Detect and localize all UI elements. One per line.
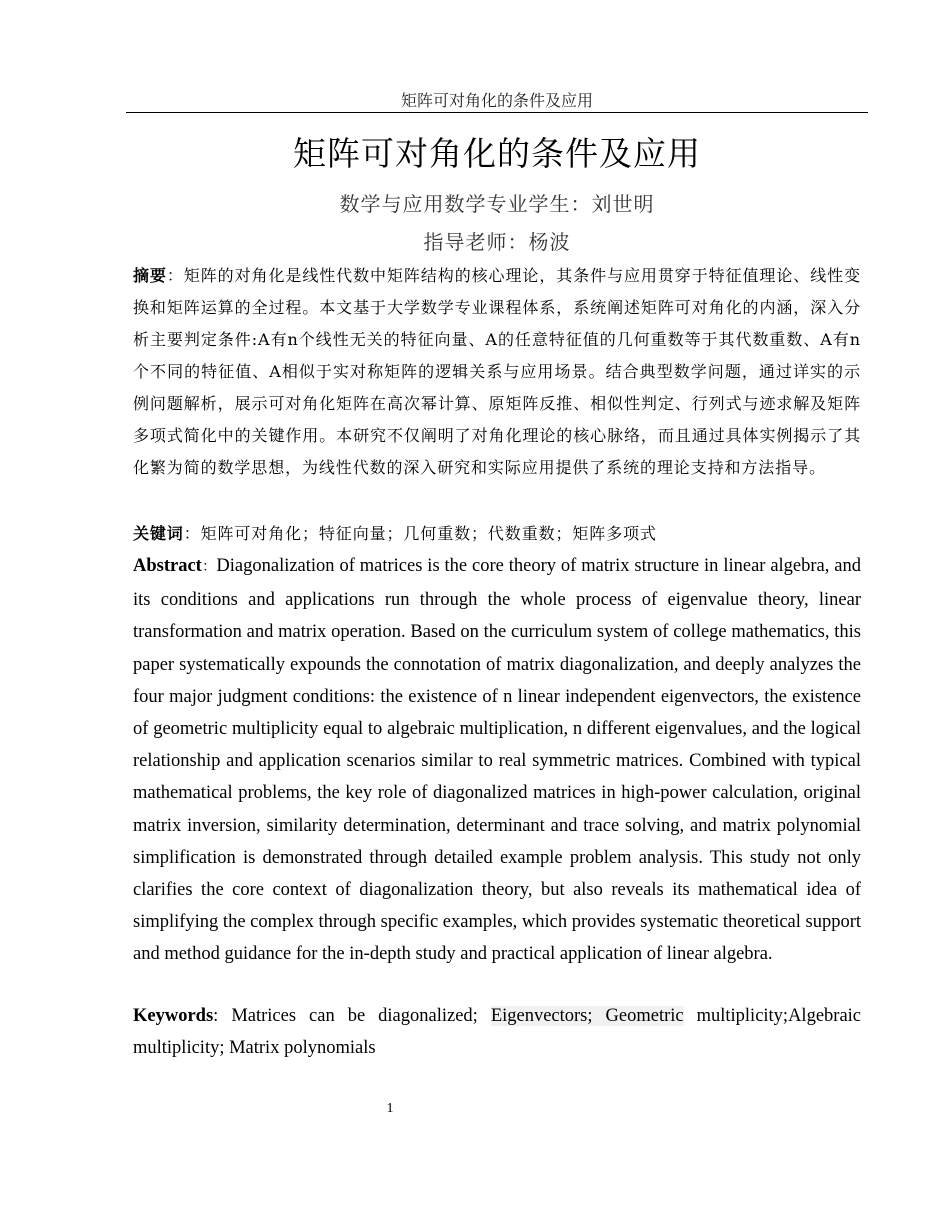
paper-title: 矩阵可对角化的条件及应用: [293, 134, 701, 173]
advisor-line: 指导老师：杨波: [423, 230, 571, 254]
running-header: 矩阵可对角化的条件及应用: [400, 91, 593, 110]
chinese-keywords-separator: ：: [183, 524, 201, 543]
english-keywords-part1: Matrices can be diagonalized;: [231, 1006, 491, 1026]
english-keywords-separator: :: [213, 1006, 232, 1026]
english-keywords-label: Keywords: [133, 1006, 214, 1026]
english-abstract-label: Abstract: [133, 556, 202, 576]
english-keywords-highlighted: Eigenvectors; Geometric: [490, 1006, 684, 1026]
header-rule: [126, 112, 868, 113]
chinese-keywords-text: 矩阵可对角化；特征向量；几何重数；代数重数；矩阵多项式: [200, 524, 657, 543]
author-line: 数学与应用数学专业学生：刘世明: [339, 192, 655, 216]
chinese-abstract: [133, 260, 861, 484]
chinese-abstract-label: 摘要: [133, 266, 167, 285]
chinese-abstract-text: 矩阵的对角化是线性代数中矩阵结构的核心理论，其条件与应用贯穿于特征值理论、线性变换和矩阵运算的全过程。本文基于大学数学专业课程体系，系统阐述矩阵可对角化的内涵，深入分析主要判定条件:A有n个线性无关的特征向量、A的任意特征值的几何重数等于其代数重数、A有n个不同的特征值、A相似于实对称矩阵的逻辑关系与应用场景。结合典型数学问题，通过详实的示例问题解析，展示可对角化矩阵在高次幂计算、原矩阵反推、相似性判定、行列式与迹求解及矩阵多项式简化中的关键作用。本研究不仅阐明了对角化理论的核心脉络，而且通过具体实例揭示了其化繁为简的数学思想，为线性代数的深入研究和实际应用提供了系统的理论支持和方法指导。: [133, 266, 861, 477]
english-keywords-part3: multiplicity;Algebraic multiplicity; Matrix polynomials: [133, 1006, 862, 1059]
page-number: 1: [386, 1101, 394, 1116]
english-abstract: [133, 550, 861, 971]
chinese-keywords-label: 关键词: [133, 524, 184, 543]
english-abstract-separator: ：: [201, 560, 217, 575]
english-abstract-text: Diagonalization of matrices is the core theory of matrix structure in linear algebra, and its conditions and applications run through the whole process of eigenvalue theory, linear transformation and matrix operation. Based on the curriculum system of college mathematics, this paper systematically expounds the connotation of matrix diagonalization, and deeply analyzes the four major judgment conditions: the existence of n linear independent eigenvectors, the existence of geometric multiplicity equal to algebraic multiplication, n different eigenvalues, and the logical relationship and application scenarios similar to real symmetric matrices. Combined with typical mathematical problems, the key role of diagonalized matrices in high-power calculation, original matrix inversion, similarity determination, determinant and trace solving, and matrix polynomial simplification is demonstrated through detailed example problem analysis. This study not only clarifies the core context of diagonalization theory, but also reveals its mathematical idea of simplifying the complex through specific examples, which provides systematic theoretical support and method guidance for the in-depth study and practical application of linear algebra.: [133, 556, 862, 965]
chinese-keywords: [133, 518, 861, 550]
chinese-abstract-separator: ：: [166, 266, 184, 285]
english-keywords: [133, 1000, 861, 1064]
